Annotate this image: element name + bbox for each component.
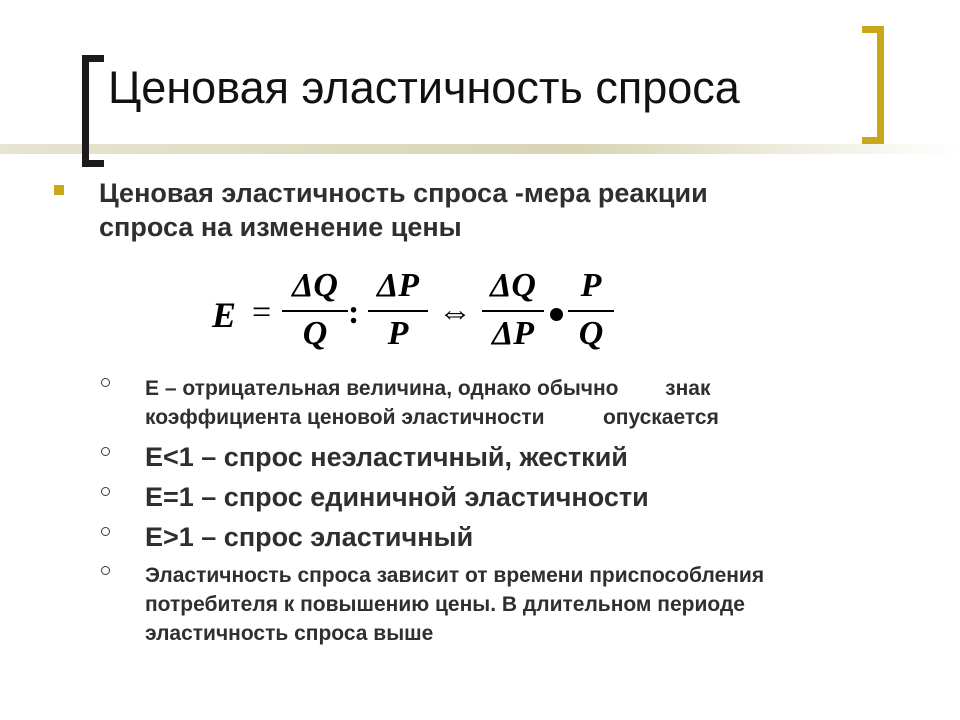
square-bullet-icon	[54, 185, 64, 195]
circle-bullet-icon	[101, 447, 110, 456]
formula-fraction-3	[482, 268, 544, 354]
formula-lhs: E	[212, 295, 237, 335]
multiplication-dot-icon	[550, 308, 563, 321]
fraction-2-numerator: ΔP	[376, 267, 420, 304]
sub-bullet-inelastic: E<1 – спрос неэластичный, жесткий	[145, 442, 628, 472]
formula-equals: =	[252, 294, 272, 331]
formula-equivalence-arrow: ⇔	[438, 294, 472, 331]
sub-bullet-5-line-2: потребителя к повышению цены. В длительном периоде	[145, 593, 745, 616]
fraction-4-denominator: Q	[578, 315, 604, 352]
fraction-bar	[368, 310, 428, 312]
formula-fraction-1	[282, 268, 348, 354]
fraction-3-numerator: ΔQ	[490, 267, 536, 304]
formula-fraction-4	[568, 268, 614, 354]
sub-bullet-time-dependence	[145, 561, 945, 648]
fraction-2-denominator: P	[387, 315, 409, 352]
fraction-1-denominator: Q	[302, 315, 328, 352]
sub-bullet-1-line-1: Е – отрицательная величина, однако обычно знак	[145, 377, 711, 400]
main-bullet-text	[99, 176, 859, 244]
sub-bullet-5-line-3: эластичность спроса выше	[145, 622, 434, 645]
fraction-3-denominator: ΔP	[491, 315, 535, 352]
left-bracket-decoration	[82, 55, 104, 167]
circle-bullet-icon	[101, 487, 110, 496]
circle-bullet-icon	[101, 566, 110, 575]
sub-bullet-sign-note	[145, 374, 905, 432]
sub-bullet-5-line-1: Эластичность спроса зависит от времени приспособления	[145, 564, 765, 587]
sub-bullet-elastic: E>1 – спрос эластичный	[145, 522, 474, 552]
elasticity-formula	[210, 268, 620, 368]
fraction-bar	[568, 310, 614, 312]
formula-colon: :	[348, 294, 360, 331]
sub-bullet-unit-elastic: E=1 – спрос единичной эластичности	[145, 482, 649, 512]
fraction-1-numerator: ΔQ	[292, 267, 338, 304]
circle-bullet-icon	[101, 527, 110, 536]
formula-fraction-2	[368, 268, 428, 354]
slide-title: Ценовая эластичность спроса	[108, 62, 740, 113]
sub-bullet-1-line-2: коэффициента ценовой эластичности опускается	[145, 406, 719, 429]
title-underline-bar	[0, 144, 960, 154]
fraction-4-numerator: P	[580, 267, 602, 304]
right-bracket-decoration	[862, 26, 884, 144]
fraction-bar	[482, 310, 544, 312]
fraction-bar	[282, 310, 348, 312]
main-bullet-line-1: Ценовая эластичность спроса -мера реакции	[99, 178, 708, 208]
circle-bullet-icon	[101, 378, 110, 387]
main-bullet-line-2: спроса на изменение цены	[99, 212, 462, 242]
